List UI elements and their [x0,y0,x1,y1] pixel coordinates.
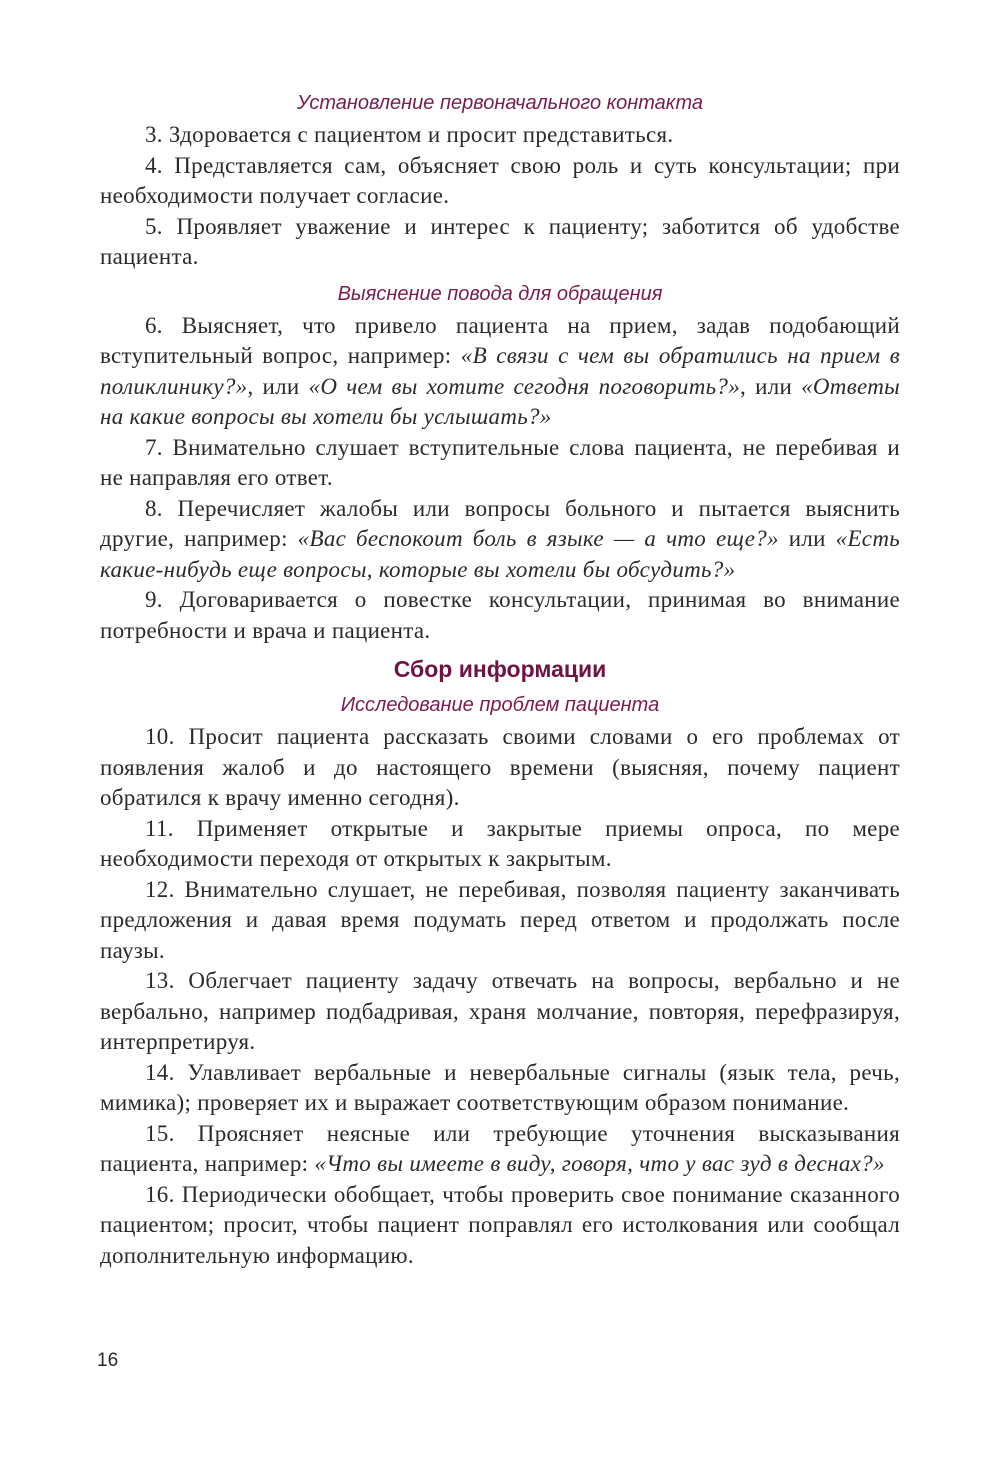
list-item: 7. Внимательно слушает вступительные слова пациента, не перебивая и не направляя его ответ. [100,434,900,490]
list-item: 12. Внимательно слушает, не перебивая, позволяя пациенту заканчивать предложения и давая время подумать перед ответом и продолжать после паузы. [100,876,900,963]
list-item: 11. Применяет открытые и закрытые приемы опроса, по мере необходимости переходя от открытых к закрытым. [100,815,900,871]
section-heading-information-gathering: Сбор информации [393,656,607,682]
item-quote: «Ответы на какие вопросы вы хотели бы услышать?» [100,373,900,429]
item-text: , или [247,373,309,399]
page-number: 16 [97,1350,119,1371]
item-text: или [778,526,836,551]
subheading-reason-for-visit: Выяснение повода для обращения [337,282,663,305]
item-quote: «В связи с чем вы обратились на прием в поликлинику?» [100,343,900,399]
list-item: 4. Представляется сам, объясняет свою роль и суть консультации; при необходимости получает согласие. [100,152,900,208]
item-quote: «Что вы имеете в виду, говоря, что у вас зуд в деснах?» [314,1151,885,1176]
list-item: 9. Договаривается о повестке консультации, принимая во внимание потребности и врача и пациента. [100,587,900,643]
subheading-patient-problems: Исследование проблем пациента [340,694,660,716]
list-item [100,494,900,586]
list-item: 10. Просит пациента рассказать своими словами о его проблемах от появления жалоб и до настоящего времени (выясняя, почему пациент обратился к врачу именно сегодня). [100,724,900,810]
item-quote: «Есть какие-нибудь еще вопросы, которые вы хотели бы обсудить?» [100,526,900,582]
list-item: 14. Улавливает вербальные и невербальные сигналы (язык тела, речь, мимика); проверяет их и выражает соответствующим образом понимание. [100,1059,900,1115]
item-text: , или [740,373,802,399]
item-text: 6. Выясняет, что привело пациента на прием, задав подобающий вступительный вопрос, например: [100,312,900,368]
item-text: 15. Проясняет неясные или требующие уточнения высказывания пациента, например: [100,1120,900,1176]
list-item: 3. Здоровается с пациентом и просит представиться. [145,122,674,147]
item-text: 8. Перечисляет жалобы или вопросы больного и пытается выяснить другие, например: [100,495,900,551]
subheading-initial-contact: Установление первоначального контакта [296,92,704,114]
list-item: 16. Периодически обобщает, чтобы проверить свое понимание сказанного пациентом; просит, чтобы пациент поправлял его истолкования или сообщал дополнительную информацию. [100,1181,900,1268]
list-item [100,1119,900,1180]
page-content [100,86,900,1271]
list-item [100,311,900,433]
list-item: 13. Облегчает пациенту задачу отвечать на вопросы, вербально и не вербально, например подбадривая, храня молчание, повторяя, перефразируя, интерпретируя. [100,968,900,1054]
item-quote: «О чем вы хотите сегодня поговорить?» [308,373,741,399]
list-item: 5. Проявляет уважение и интерес к пациенту; заботится об удобстве пациента. [100,213,900,269]
item-quote: «Вас беспокоит боль в языке — а что еще?» [297,526,779,551]
